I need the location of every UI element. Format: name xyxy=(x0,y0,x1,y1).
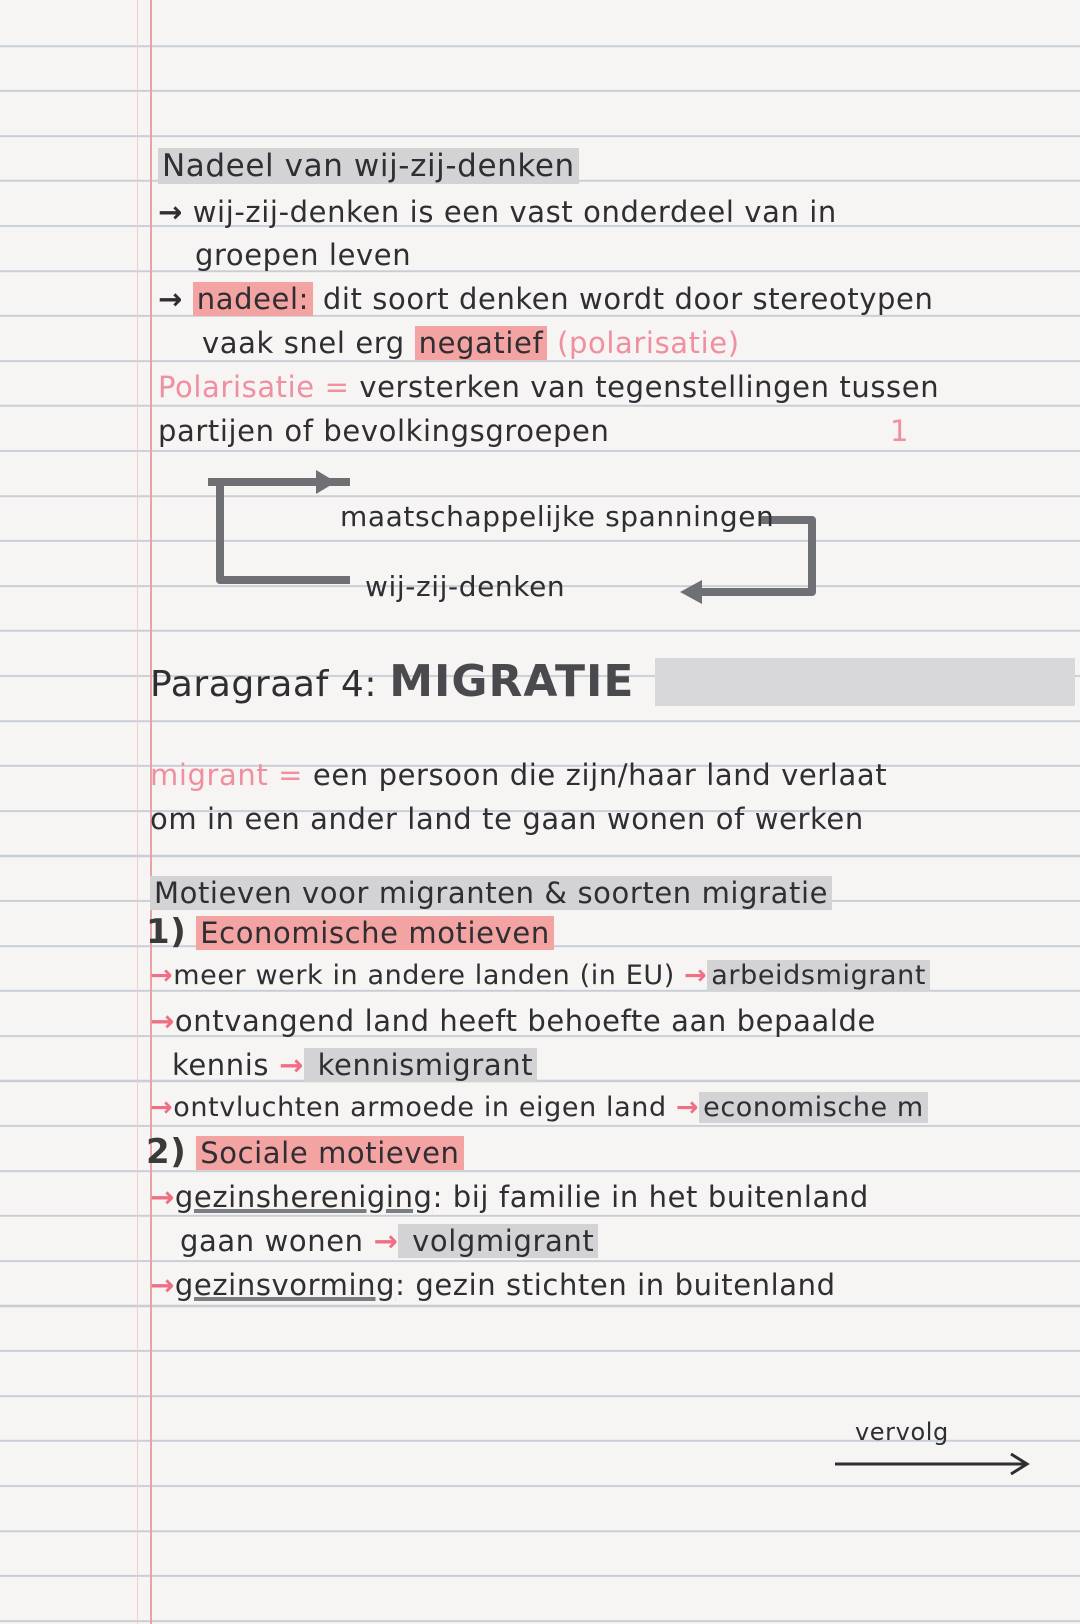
note-line xyxy=(150,802,864,836)
motive-heading-text: Economische motieven xyxy=(196,916,554,950)
definition-migrant xyxy=(150,758,887,792)
vervolg-text: vervolg xyxy=(855,1418,949,1446)
note-text-pink: (polarisatie) xyxy=(547,326,740,360)
arrow-icon: → xyxy=(684,960,708,991)
arrow-icon: → xyxy=(278,1048,304,1082)
note-line xyxy=(158,414,609,448)
highlight-nadeel: nadeel: xyxy=(193,282,313,316)
motives-title xyxy=(150,876,832,910)
arrow-icon: → xyxy=(373,1224,399,1258)
note-line xyxy=(150,1180,869,1214)
note-text: gaan wonen xyxy=(180,1224,374,1258)
number-marker: 1) xyxy=(146,912,187,952)
arrow-icon: → xyxy=(150,1092,174,1123)
equals-sign: = xyxy=(268,758,313,792)
note-text: : gezin stichten in buitenland xyxy=(395,1268,836,1302)
section-title-text: Nadeel van wij-zij-denken xyxy=(158,148,579,184)
arrow-icon: → xyxy=(158,282,183,316)
note-text: ontvluchten armoede in eigen land xyxy=(173,1092,676,1123)
motive-heading-1 xyxy=(146,912,554,952)
section-title-nadeel xyxy=(158,148,579,184)
arrow-icon: → xyxy=(150,1180,175,1214)
cycle-diagram xyxy=(200,470,840,624)
definition-polarisatie xyxy=(158,370,939,404)
cycle-bottom-label: wij-zij-denken xyxy=(365,570,566,603)
arrow-icon: → xyxy=(158,195,183,229)
term-underlined: gezinshereniging xyxy=(174,1180,433,1214)
paragraph-title-prefix: Paragraaf 4: xyxy=(150,664,390,705)
definition-term: Polarisatie xyxy=(158,370,315,404)
equals-sign: = xyxy=(314,370,360,404)
paragraph-title-main: MIGRATIE xyxy=(389,656,635,707)
note-line xyxy=(150,1004,876,1038)
arrow-icon: → xyxy=(150,960,174,991)
cycle-top-label: maatschappelijke spanningen xyxy=(340,500,775,533)
arrow-icon: → xyxy=(150,1268,175,1302)
note-line xyxy=(202,326,740,360)
note-line xyxy=(150,1092,928,1123)
note-line xyxy=(172,1048,537,1082)
note-line xyxy=(158,195,837,229)
definition-text: versterken van tegenstellingen tussen xyxy=(359,370,940,404)
term-highlight: economische m xyxy=(699,1092,928,1123)
note-line xyxy=(180,1224,598,1258)
note-text: dit soort denken wordt door stereotypen xyxy=(313,282,934,316)
note-text: wij-zij-denken is een vast onderdeel van in xyxy=(192,195,837,229)
note-text: : bij familie in het buitenland xyxy=(432,1180,869,1214)
note-text: ontvangend land heeft behoefte aan bepaalde xyxy=(174,1004,876,1038)
number-marker: 2) xyxy=(146,1132,187,1172)
note-text: vaak snel erg xyxy=(202,326,415,360)
note-text: meer werk in andere landen (in EU) xyxy=(173,960,685,991)
note-line xyxy=(158,282,933,316)
margin-mark: 1 xyxy=(890,414,910,448)
arrow-head-icon xyxy=(316,470,336,494)
definition-text: een persoon die zijn/haar land verlaat xyxy=(312,758,888,792)
title-highlight-bar xyxy=(655,658,1075,706)
long-arrow-icon xyxy=(835,1450,1045,1490)
arrow-head-icon xyxy=(680,580,702,604)
term-highlight: kennismigrant xyxy=(304,1048,537,1082)
highlight-negatief: negatief xyxy=(415,326,548,360)
note-text: groepen leven xyxy=(195,238,412,272)
term-highlight: arbeidsmigrant xyxy=(707,960,930,991)
arrow-icon: → xyxy=(675,1092,700,1123)
note-text: kennis xyxy=(172,1048,279,1082)
definition-text: partijen of bevolkingsgroepen xyxy=(158,414,610,448)
motive-heading-2 xyxy=(146,1132,464,1172)
definition-text: om in een ander land te gaan wonen of werken xyxy=(150,802,864,836)
arrow-icon: → xyxy=(150,1004,175,1038)
term-underlined: gezinsvorming xyxy=(174,1268,396,1302)
margin-line-secondary xyxy=(137,0,138,1624)
paragraph-title xyxy=(150,656,634,707)
term-highlight: volgmigrant xyxy=(398,1224,598,1258)
motive-heading-text: Sociale motieven xyxy=(196,1136,463,1170)
note-line xyxy=(195,238,411,272)
motives-title-text: Motieven voor migranten & soorten migratie xyxy=(150,876,832,910)
definition-term: migrant xyxy=(150,758,269,792)
note-line xyxy=(150,1268,836,1302)
note-line xyxy=(150,960,930,991)
